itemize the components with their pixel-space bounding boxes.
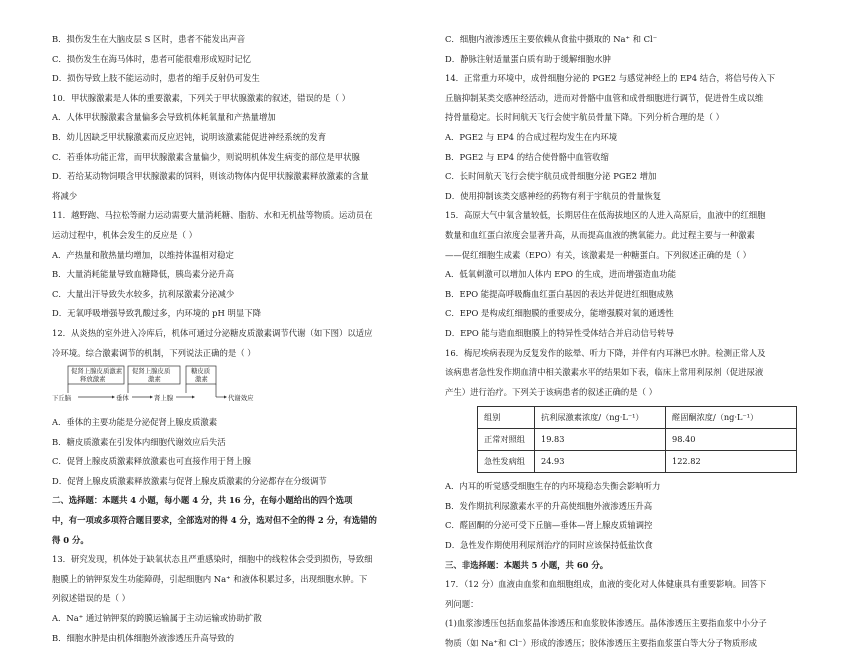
q12-option-d: D．促肾上腺皮质激素释放激素与促肾上腺皮质激素的分泌都存在分级调节 [52,475,327,486]
q14-option-d: D．使用抑制该类交感神经的药物有利于宇航员的骨量恢复 [445,190,662,201]
table-cell-group: 正常对照组 [478,429,535,451]
q15-option-c: C．EPO 是构成红细胞膜的重要成分，能增强膜对氧的通透性 [445,308,674,319]
q10-option-c: C．若垂体功能正常，而甲状腺激素含量偏少，则说明机体发生病变的部位是甲状腺 [52,151,360,162]
table-cell-adh: 19.83 [535,429,666,451]
q9-option-b: B．损伤发生在大脑皮层 S 区时，患者不能发出声音 [52,34,246,44]
q14-stem: 14．正常重力环境中，成骨细胞分泌的 PGE2 与感觉神经上的 EP4 结合，将信号传入下 [445,73,776,84]
q9-option-c: C．损伤发生在海马体时，患者可能很难形成短时记忆 [52,53,252,64]
q10-option-d: D．若给某动物饲喂含甲状腺激素的饲料，则该动物体内促甲状腺激素释放激素的含量 [52,171,369,182]
q16-option-c: C．醛固酮的分泌可受下丘脑—垂体—肾上腺皮质轴调控 [445,520,653,531]
q11-option-c: C．大量出汗导致失水较多，抗利尿激素分泌减少 [52,288,235,299]
diagram-node-adrenal: 肾上腺 [154,394,174,403]
table-header-aldosterone: 醛固酮浓度/（ng·L⁻¹） [666,407,797,429]
q11-stem: 11．越野跑、马拉松等耐力运动需要大量消耗糖、脂肪、水和无机盐等物质。运动员在 [52,210,373,221]
q9-option-d: D．损伤导致上肢不能运动时，患者的缩手反射仍可发生 [52,73,260,84]
q16-stem-cont: 该病患者急性发作期血清中相关激素水平的结果如下表，临床上常用利尿剂（促进尿液 [445,367,764,378]
q17-stem-cont: 列问题： [445,598,479,609]
table-row [478,429,797,451]
q15-option-b: B．EPO 能提高呼吸酶血红蛋白基因的表达并促进红细胞成熟 [445,288,674,299]
table-cell-aldosterone: 98.40 [666,429,797,451]
q16-option-b: B．发作期抗利尿激素水平的升高使细胞外液渗透压升高 [445,500,653,511]
q15-option-d: D．EPO 能与造血细胞膜上的特异性受体结合并启动信号转导 [445,327,674,338]
right-column [445,30,815,654]
q16-option-d: D．急性发作期使用利尿剂治疗的同时应该保持低盐饮食 [445,540,653,551]
q11-option-a: A．产热量和散热量均增加，以维持体温相对稳定 [52,249,234,260]
q12-option-c: C．促肾上腺皮质激素释放激素也可直接作用于肾上腺 [52,456,252,467]
q11-option-d: D．无氧呼吸增强导致乳酸过多，内环境的 pH 明显下降 [52,308,261,319]
diagram-node-pituitary: 垂体 [116,394,129,403]
q12-stem-cont: 冷环境。综合激素调节的机制，下列说法正确的是（ ） [52,347,256,358]
q13-option-d: D．静脉注射适量蛋白质有助于缓解细胞水肿 [445,53,611,64]
q13-stem-end: 列叙述错误的是（ ） [52,593,131,604]
q17-stem: 17．（12 分）血液由血浆和血细胞组成，血液的变化对人体健康具有重要影响。回答下 [445,579,767,590]
diagram-node-effect: 代谢效应 [228,394,254,403]
q16-stem-end: 产生）进行治疗。下列关于该病患者的叙述正确的是（ ） [445,386,658,397]
left-column [52,30,422,648]
q14-option-c: C．长时间航天飞行会使宇航员成骨细胞分泌 PGE2 增加 [445,171,657,182]
q16-option-a: A．内耳的听觉感受细胞生存的内环境稳态失衡会影响听力 [445,481,661,492]
table-cell-group: 急性发病组 [478,451,535,473]
q14-stem-cont: 丘脑抑制某类交感神经活动，进而对骨骼中血管和成骨细胞进行调节，促进骨生成以维 [445,92,764,103]
table-header-row [478,407,797,429]
hormone-regulation-diagram [52,365,422,409]
q10-stem: 10．甲状腺激素是人体的重要激素，下列关于甲状腺激素的叙述，错误的是（ ） [52,92,351,103]
q15-stem: 15．高原大气中氧含量较低，长期居住在低海拔地区的人进入高原后，血液中的红细胞 [445,210,766,221]
section2-heading-cont: 中，有一项或多项符合题目要求，全部选对的得 4 分，选对但不全的得 2 分，有选错的 [52,515,377,526]
q13-stem-cont: 胞膜上的钠钾泵发生功能障碍，引起细胞内 Na⁺ 和液体积累过多，出现细胞水肿。下 [52,573,368,584]
table-row [478,451,797,473]
hormone-level-table [477,406,797,473]
table-header-adh: 抗利尿激素浓度/（ng·L⁻¹） [535,407,666,429]
table-cell-aldosterone: 122.82 [666,451,797,473]
q14-option-b: B．PGE2 与 EP4 的结合使骨骼中血管收缩 [445,151,609,162]
diagram-box-crh-2: 释放激素 [80,375,106,384]
q15-option-a: A．低氧刺激可以增加人体内 EPO 的生成，进而增强造血功能 [445,269,676,280]
diagram-box-crh: 促肾上腺皮质激素 [71,367,123,376]
table-header-group: 组别 [478,407,535,429]
section2-heading-end: 得 0 分。 [52,534,89,545]
q12-stem: 12．从炎热的室外进入冷库后，机体可通过分泌糖皮质激素调节代谢（如下图）以适应 [52,327,373,338]
section2-heading: 二、选择题：本题共 4 小题，每小题 4 分，共 16 分，在每小题给出的四个选项 [52,495,353,506]
diagram-box-acth-2: 激素 [148,375,161,384]
diagram-box-acth: 促肾上腺皮质 [132,367,171,376]
q13-option-a: A．Na⁺ 通过钠钾泵的跨膜运输属于主动运输或协助扩散 [52,613,262,624]
q14-option-a: A．PGE2 与 EP4 的合成过程均发生在内环境 [445,131,618,142]
q12-option-a: A．垂体的主要功能是分泌促肾上腺皮质激素 [52,417,218,428]
diagram-box-gc: 糖皮质 [191,367,211,376]
q13-option-b: B．细胞水肿是由机体细胞外液渗透压升高导致的 [52,632,235,643]
q17-part1-cont: 物质（如 Na⁺和 Cl⁻）形成的渗透压；胶体渗透压主要指血浆蛋白等大分子物质形成 [445,638,757,649]
q13-stem: 13．研究发现，机体处于缺氧状态且严重感染时，细胞中的线粒体会受到损伤，导致细 [52,554,373,565]
diagram-box-gc-2: 激素 [195,375,208,384]
section3-heading: 三、非选择题：本题共 5 小题，共 60 分。 [445,559,609,570]
q11-stem-cont: 运动过程中，机体会发生的反应是（ ） [52,229,198,240]
q17-part1: (1)血浆渗透压包括血浆晶体渗透压和血浆胶体渗透压。晶体渗透压主要指血浆中小分子 [445,618,767,629]
q15-stem-cont: 数量和血红蛋白浓度会显著升高，从而提高血液的携氧能力。此过程主要与一种激素 [445,229,755,240]
q16-stem: 16．梅尼埃病表现为反复发作的眩晕、听力下降，并伴有内耳淋巴水肿。检测正常人及 [445,347,766,358]
q10-option-b: B．幼儿因缺乏甲状腺激素而反应迟钝，说明该激素能促进神经系统的发育 [52,131,327,142]
q12-option-b: B．糖皮质激素在引发体内细胞代谢效应后失活 [52,436,226,447]
diagram-node-hypothalamus: 下丘脑 [52,394,72,403]
q10-option-d-cont: 将减少 [52,190,78,201]
q11-option-b: B．大量消耗能量导致血糖降低，胰岛素分泌升高 [52,269,235,280]
q14-stem-end: 持骨量稳定。长时间航天飞行会使宇航员骨量下降。下列分析合理的是（ ） [445,112,725,123]
q15-stem-end: ——促红细胞生成素（EPO）有关，该激素是一种糖蛋白。下列叙述正确的是（ ） [445,249,752,260]
table-cell-adh: 24.93 [535,451,666,473]
q13-option-c: C．细胞内液渗透压主要依赖从食盐中摄取的 Na⁺ 和 Cl⁻ [445,34,658,44]
q10-option-a: A．人体甲状腺激素含量偏多会导致机体耗氧量和产热量增加 [52,112,276,123]
